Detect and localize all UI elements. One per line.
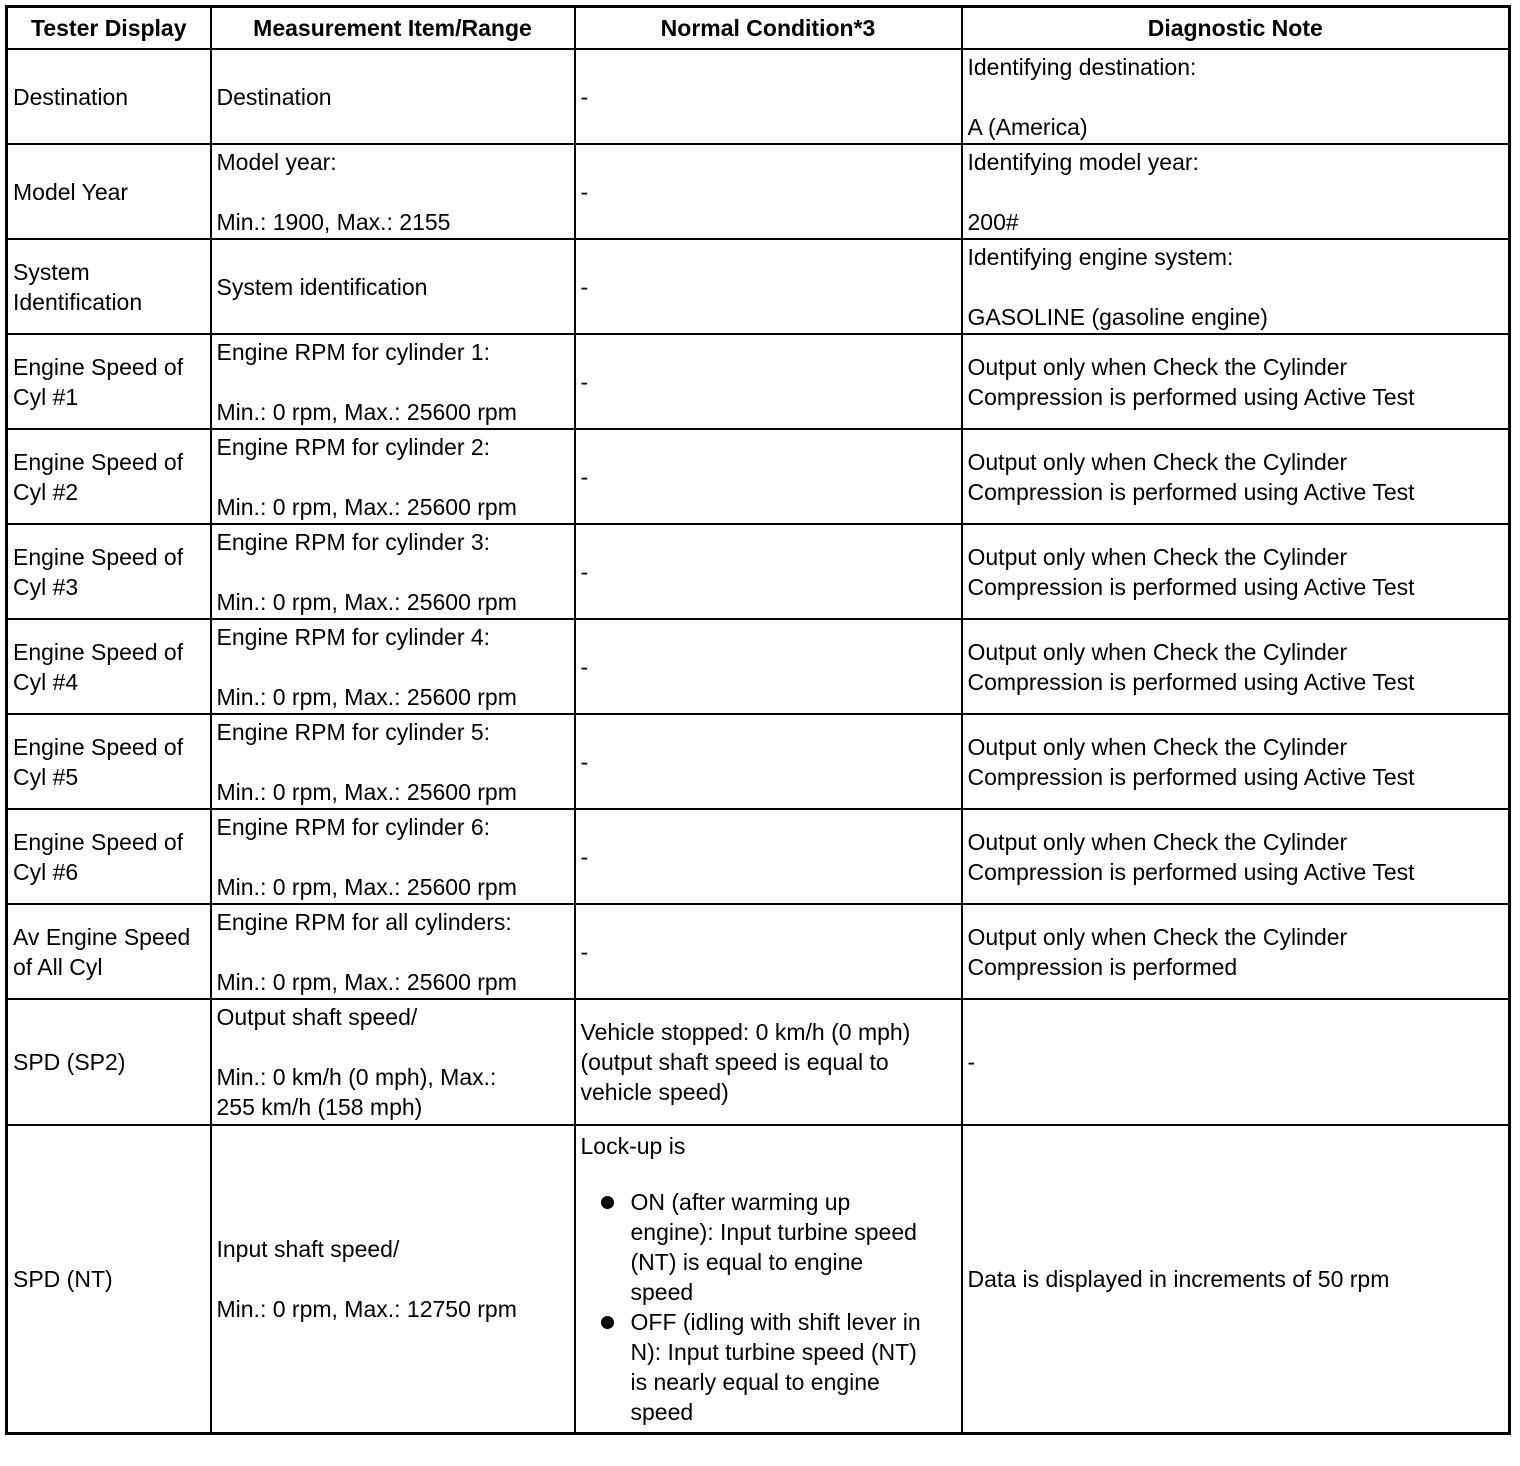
cell-tester-display: Engine Speed of Cyl #2 [7, 429, 211, 524]
table-header-row [7, 7, 1510, 50]
cell-tester-display: SPD (NT) [7, 1125, 211, 1434]
list-item-text: ON (after warming up engine): Input turbine speed (NT) is equal to engine speed [630, 1189, 917, 1305]
header-measurement-item: Measurement Item/Range [211, 7, 575, 50]
cell-normal-condition [575, 1125, 962, 1434]
table-row [7, 239, 1510, 334]
cell-measurement: Model year: Min.: 1900, Max.: 2155 [211, 144, 575, 239]
cell-normal-condition: - [575, 144, 962, 239]
cell-tester-display: System Identification [7, 239, 211, 334]
cell-tester-display: Model Year [7, 144, 211, 239]
cell-measurement: Output shaft speed/ Min.: 0 km/h (0 mph), Max.: 255 km/h (158 mph) [211, 999, 575, 1125]
cell-tester-display: Engine Speed of Cyl #3 [7, 524, 211, 619]
table-row [7, 49, 1510, 144]
cell-measurement: Destination [211, 49, 575, 144]
cell-measurement: Engine RPM for cylinder 6: Min.: 0 rpm, Max.: 25600 rpm [211, 809, 575, 904]
cell-measurement: Engine RPM for cylinder 5: Min.: 0 rpm, Max.: 25600 rpm [211, 714, 575, 809]
table-row [7, 809, 1510, 904]
list-item-text: OFF (idling with shift lever in N): Input turbine speed (NT) is nearly equal to engine speed [630, 1309, 921, 1425]
cell-normal-condition: - [575, 714, 962, 809]
cell-measurement: Engine RPM for cylinder 3: Min.: 0 rpm, Max.: 25600 rpm [211, 524, 575, 619]
cell-normal-condition: - [575, 904, 962, 999]
cell-normal-condition: - [575, 619, 962, 714]
cell-measurement: Engine RPM for cylinder 2: Min.: 0 rpm, Max.: 25600 rpm [211, 429, 575, 524]
cell-tester-display: SPD (SP2) [7, 999, 211, 1125]
bullet-icon [601, 1316, 614, 1329]
cell-measurement: Engine RPM for cylinder 4: Min.: 0 rpm, Max.: 25600 rpm [211, 619, 575, 714]
list-item [581, 1187, 956, 1307]
table-row [7, 999, 1510, 1125]
cell-diagnostic-note: Output only when Check the Cylinder Compression is performed using Active Test [962, 334, 1510, 429]
table-row [7, 429, 1510, 524]
lockup-condition-list [581, 1187, 956, 1427]
table-row [7, 334, 1510, 429]
table-row [7, 904, 1510, 999]
header-tester-display: Tester Display [7, 7, 211, 50]
table-row [7, 619, 1510, 714]
cell-diagnostic-note: Output only when Check the Cylinder Compression is performed using Active Test [962, 429, 1510, 524]
header-diagnostic-note: Diagnostic Note [962, 7, 1510, 50]
table-row [7, 524, 1510, 619]
cell-diagnostic-note: Identifying engine system: GASOLINE (gasoline engine) [962, 239, 1510, 334]
cell-diagnostic-note: Output only when Check the Cylinder Compression is performed [962, 904, 1510, 999]
cell-tester-display: Av Engine Speed of All Cyl [7, 904, 211, 999]
list-item [581, 1307, 956, 1427]
cell-diagnostic-note: Identifying destination: A (America) [962, 49, 1510, 144]
cell-diagnostic-note: Data is displayed in increments of 50 rpm [962, 1125, 1510, 1434]
diagnostic-data-table [5, 5, 1511, 1435]
table-row [7, 144, 1510, 239]
header-normal-condition: Normal Condition*3 [575, 7, 962, 50]
cell-normal-condition: - [575, 809, 962, 904]
cell-diagnostic-note: Output only when Check the Cylinder Compression is performed using Active Test [962, 524, 1510, 619]
cell-measurement: Engine RPM for cylinder 1: Min.: 0 rpm, Max.: 25600 rpm [211, 334, 575, 429]
cell-normal-condition: - [575, 524, 962, 619]
cell-measurement: Input shaft speed/ Min.: 0 rpm, Max.: 12750 rpm [211, 1125, 575, 1434]
cell-tester-display: Engine Speed of Cyl #4 [7, 619, 211, 714]
cell-measurement: System identification [211, 239, 575, 334]
table-row [7, 714, 1510, 809]
table-row [7, 1125, 1510, 1434]
cell-normal-condition: - [575, 429, 962, 524]
cell-measurement: Engine RPM for all cylinders: Min.: 0 rpm, Max.: 25600 rpm [211, 904, 575, 999]
cell-diagnostic-note: Output only when Check the Cylinder Compression is performed using Active Test [962, 619, 1510, 714]
cell-diagnostic-note: - [962, 999, 1510, 1125]
cell-tester-display: Destination [7, 49, 211, 144]
cell-tester-display: Engine Speed of Cyl #6 [7, 809, 211, 904]
cell-diagnostic-note: Identifying model year: 200# [962, 144, 1510, 239]
bullet-icon [601, 1196, 614, 1209]
cell-normal-condition: - [575, 239, 962, 334]
lockup-intro: Lock-up is [580, 1133, 686, 1159]
cell-tester-display: Engine Speed of Cyl #5 [7, 714, 211, 809]
cell-tester-display: Engine Speed of Cyl #1 [7, 334, 211, 429]
cell-normal-condition: Vehicle stopped: 0 km/h (0 mph) (output shaft speed is equal to vehicle speed) [575, 999, 962, 1125]
cell-normal-condition: - [575, 49, 962, 144]
cell-normal-condition: - [575, 334, 962, 429]
cell-diagnostic-note: Output only when Check the Cylinder Compression is performed using Active Test [962, 714, 1510, 809]
cell-diagnostic-note: Output only when Check the Cylinder Compression is performed using Active Test [962, 809, 1510, 904]
